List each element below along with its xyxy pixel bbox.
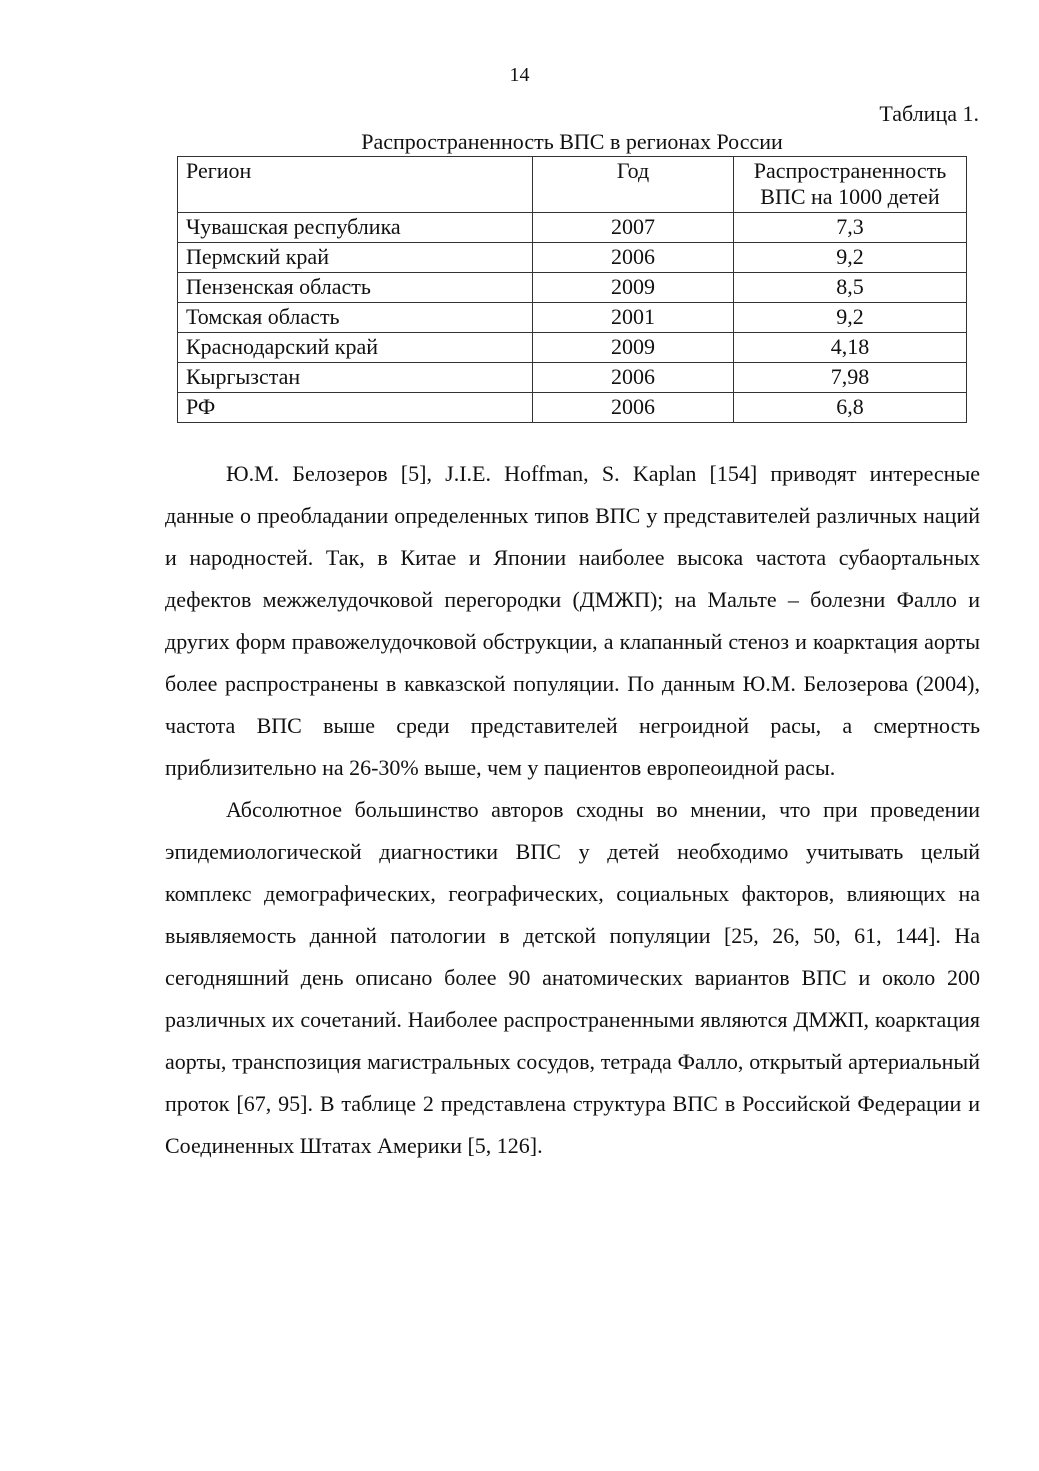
header-region: Регион [178,157,533,213]
region-cell: Кыргызстан [178,363,533,393]
region-cell: Томская область [178,303,533,333]
paragraph: Абсолютное большинство авторов сходны во мнении, что при проведении эпидемиологической диагностики ВПС у детей необходимо учитывать целый комплекс демографических, географических, социальных факторов, влияющих на выявляемость данной патологии в детской популяции [25, 26, 50, 61, 144]. На сегодняшний день описано более 90 анатомических вариантов ВПС и около 200 различных их сочетаний. Наиболее распространенными являются ДМЖП, коарктация аорты, транспозиция магистральных сосудов, тетрада Фалло, открытый артериальный проток [67, 95]. В таблице 2 представлена структура ВПС в Российской Федерации и Соединенных Штатах Америки [5, 126]. [165,797,980,1158]
header-prevalence-line1: Распространенность [753,158,947,183]
year-cell: 2009 [533,273,734,303]
prevalence-cell: 9,2 [734,303,967,333]
table-row [178,273,967,303]
prevalence-cell: 9,2 [734,243,967,273]
year-cell: 2007 [533,213,734,243]
prevalence-table [177,156,967,423]
region-cell: Пензенская область [178,273,533,303]
year-cell: 2009 [533,333,734,363]
region-cell: Краснодарский край [178,333,533,363]
prevalence-cell: 8,5 [734,273,967,303]
region-cell: Чувашская республика [178,213,533,243]
table-row [178,393,967,423]
header-prevalence-line2: ВПС на 1000 детей [760,184,940,209]
year-cell: 2001 [533,303,734,333]
table-row [178,243,967,273]
region-cell: РФ [178,393,533,423]
table-label: Таблица 1. [879,101,979,126]
table-row [178,363,967,393]
prevalence-cell: 7,98 [734,363,967,393]
table-row [178,303,967,333]
year-cell: 2006 [533,243,734,273]
header-prevalence [734,157,967,213]
table-header-row [178,157,967,213]
year-cell: 2006 [533,393,734,423]
region-cell: Пермский край [178,243,533,273]
year-cell: 2006 [533,363,734,393]
table-row [178,213,967,243]
paragraph: Ю.М. Белозеров [5], J.I.E. Hoffman, S. Kaplan [154] приводят интересные данные о преобладании определенных типов ВПС у представителей различных наций и народностей. Так, в Китае и Японии наиболее высока частота субаортальных дефектов межжелудочковой перегородки (ДМЖП); на Мальте – болезни Фалло и других форм правожелудочковой обструкции, а клапанный стеноз и коарктация аорты более распространены в кавказской популяции. По данным Ю.М. Белозерова (2004), частота ВПС выше среди представителей негроидной расы, а смертность приблизительно на 26-30% выше, чем у пациентов европеоидной расы. [165,461,980,780]
table-caption: Распространенность ВПС в регионах России [361,129,783,154]
page-number: 14 [509,64,530,86]
prevalence-cell: 7,3 [734,213,967,243]
prevalence-cell: 4,18 [734,333,967,363]
header-year: Год [533,157,734,213]
body-text [165,453,980,1167]
table-row [178,333,967,363]
prevalence-cell: 6,8 [734,393,967,423]
